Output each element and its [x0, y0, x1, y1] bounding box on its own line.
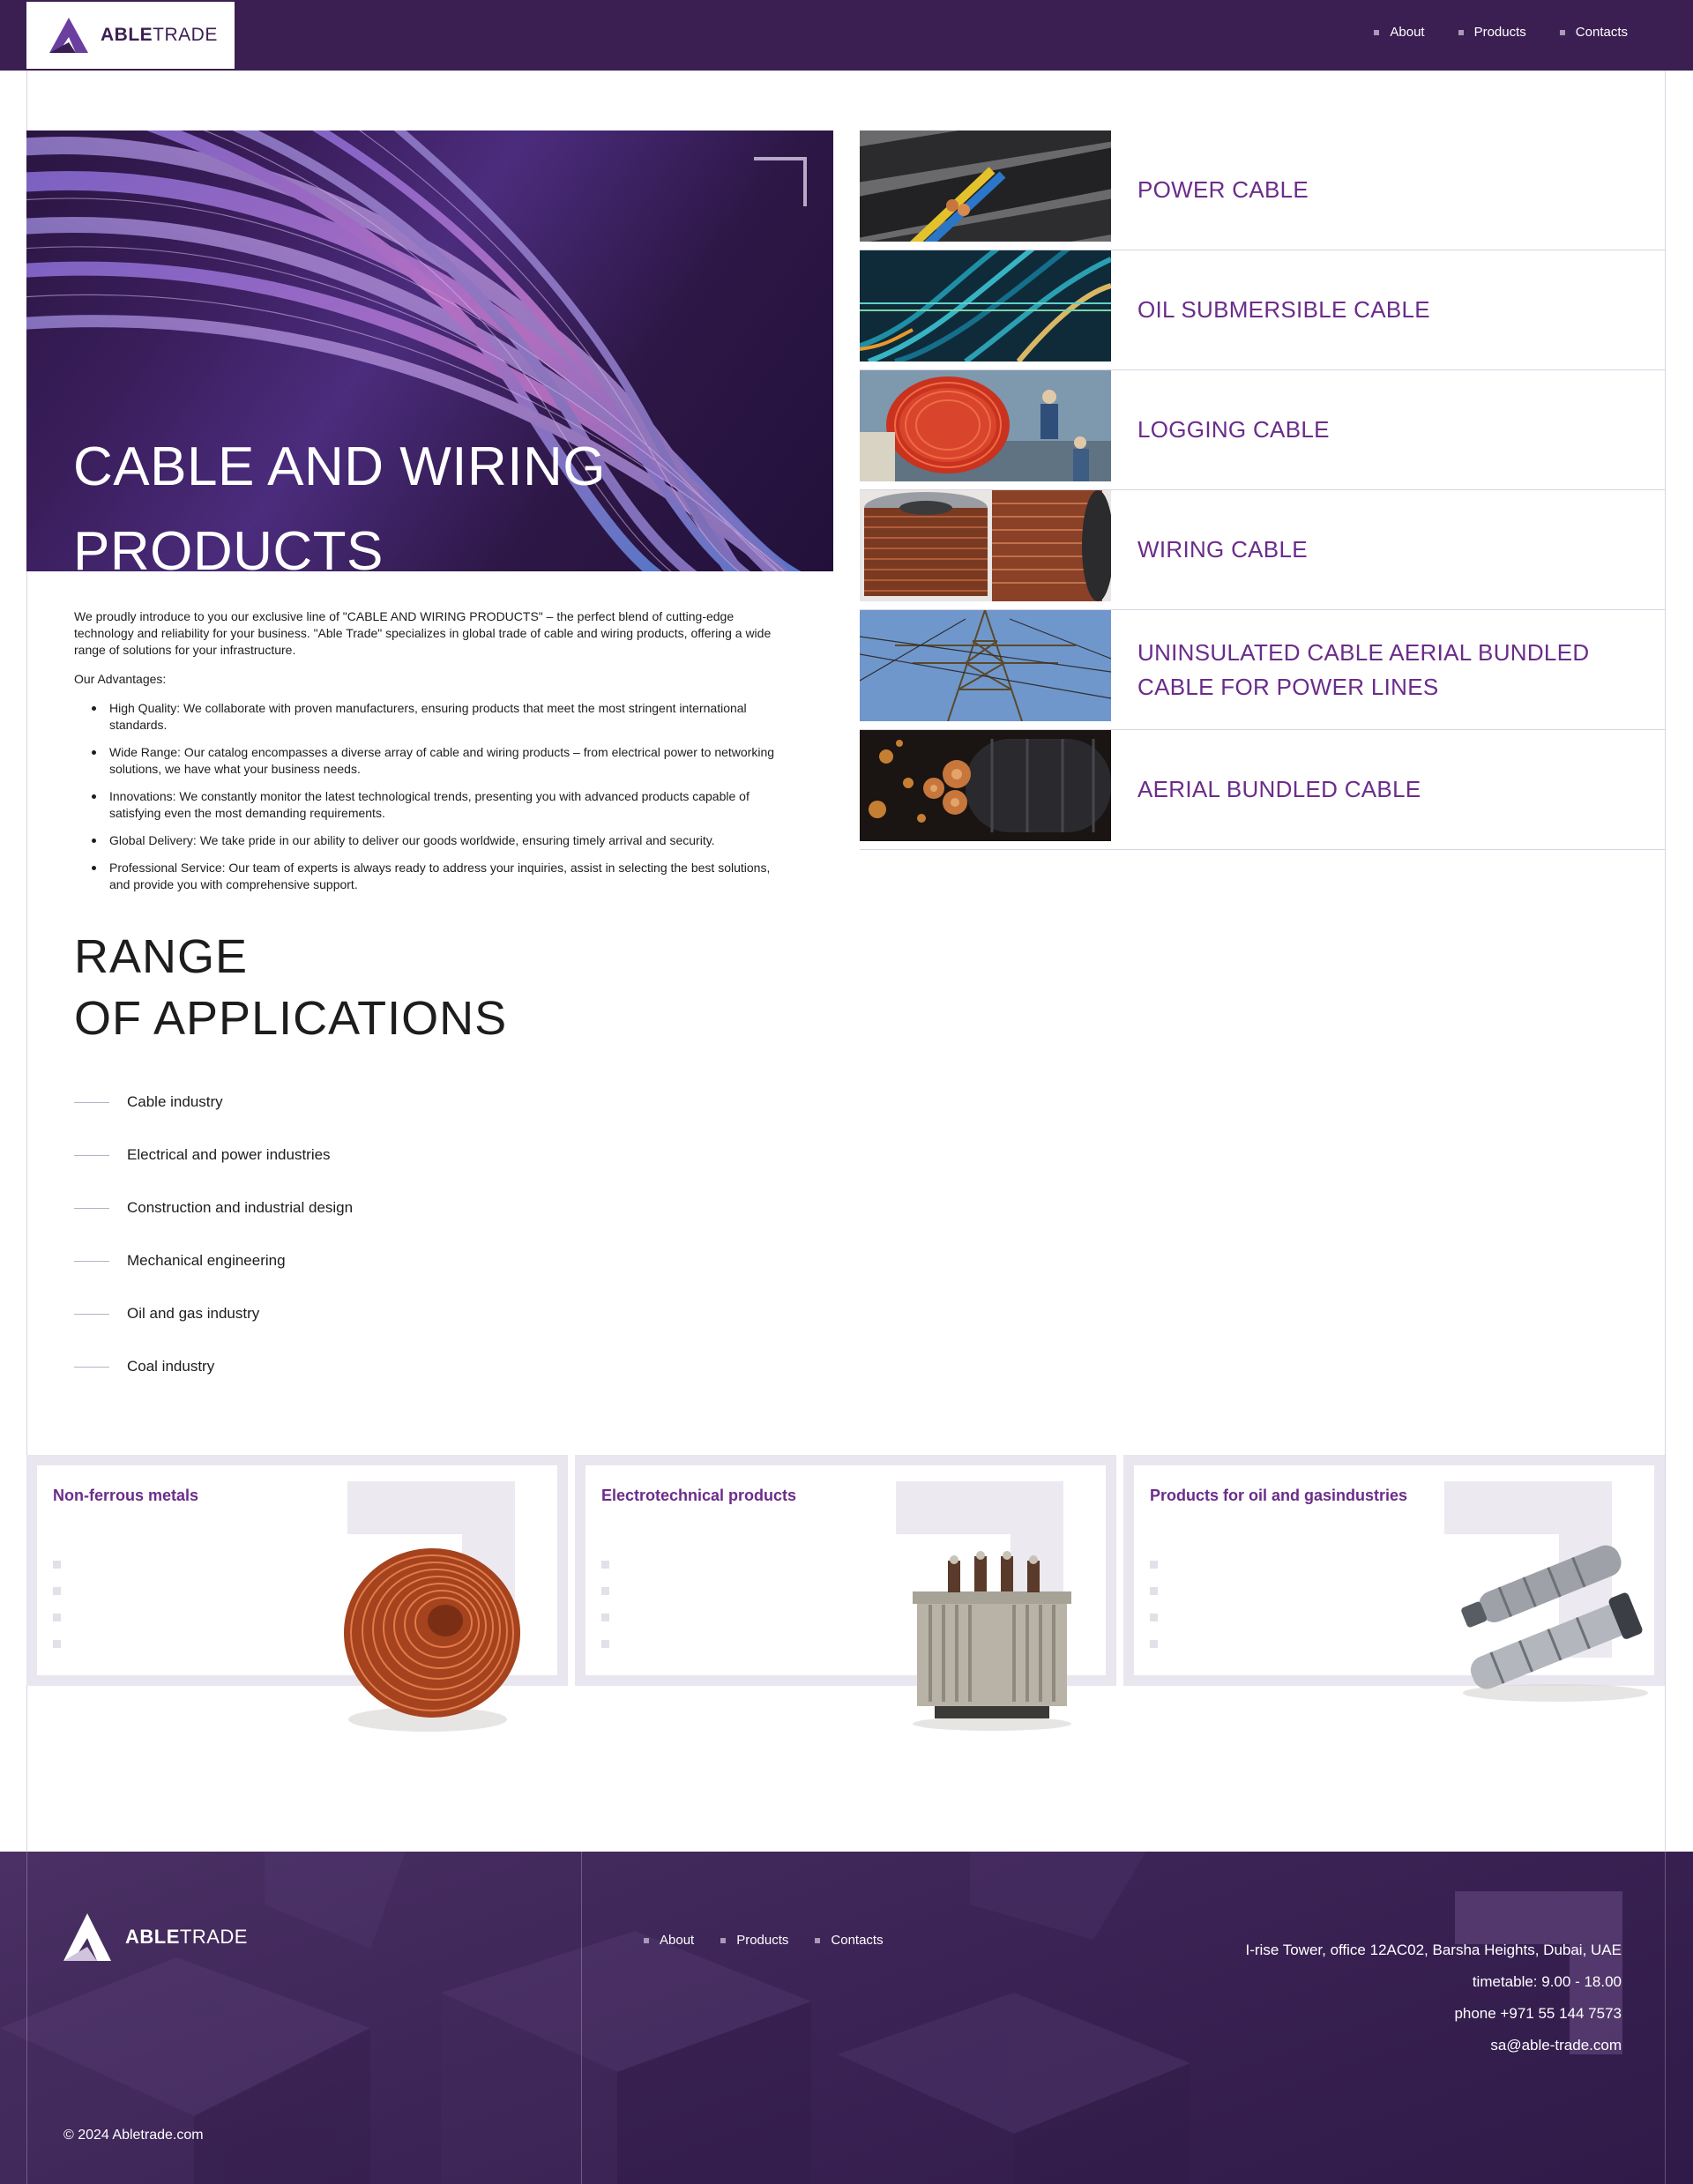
application-item	[74, 1340, 353, 1393]
dash-icon	[74, 1208, 109, 1209]
application-item	[74, 1129, 353, 1181]
product-name: WIRING CABLE	[1137, 536, 1308, 563]
wiring-cable-image	[860, 490, 1111, 601]
footer-logo-icon	[63, 1913, 111, 1961]
advantages-label: Our Advantages:	[74, 672, 167, 686]
footer-nav-products[interactable]: Products	[720, 1933, 788, 1948]
card-bullets	[601, 1561, 609, 1666]
footer-logo[interactable]	[63, 1913, 248, 1961]
footer-address: I-rise Tower, office 12AC02, Barsha Heights, Dubai, UAE	[1245, 1942, 1622, 1958]
logo[interactable]	[26, 2, 235, 69]
range-title	[74, 926, 507, 1049]
application-label: Electrical and power industries	[127, 1146, 331, 1163]
product-item-wiring-cable[interactable]	[860, 490, 1665, 610]
footer-copyright: © 2024 Abletrade.com	[63, 2128, 204, 2143]
dash-icon	[74, 1261, 109, 1262]
footer-contacts	[1246, 1934, 1622, 2061]
footer-email[interactable]: sa@able-trade.com	[1490, 2037, 1622, 2054]
intro-section	[74, 608, 788, 904]
footer-logo-text: ABLETRADE	[125, 1926, 248, 1948]
application-item	[74, 1234, 353, 1287]
application-item	[74, 1181, 353, 1234]
footer-nav	[644, 1933, 884, 1948]
logo-icon	[49, 18, 88, 53]
footer-phone[interactable]: phone +971 55 144 7573	[1454, 2005, 1622, 2022]
logging-cable-image	[860, 370, 1111, 481]
application-label: Mechanical engineering	[127, 1252, 286, 1269]
footer-frame-line	[1665, 1852, 1666, 2184]
dash-icon	[74, 1102, 109, 1103]
application-item	[74, 1287, 353, 1340]
advantage-item: High Quality: We collaborate with proven manufacturers, ensuring products that meet the most stringent international standards.	[109, 700, 788, 734]
nav-about[interactable]: About	[1374, 25, 1424, 40]
product-list	[860, 130, 1665, 850]
power-line-tower-image	[860, 610, 1111, 721]
footer-frame-line	[26, 1852, 27, 2184]
footer-timetable: timetable: 9.00 - 18.00	[1472, 1973, 1622, 1990]
application-label: Construction and industrial design	[127, 1199, 354, 1216]
advantage-item: Innovations: We constantly monitor the latest technological trends, presenting you with advanced products capable of satisfying even the most demanding requirements.	[109, 788, 788, 822]
product-name: UNINSULATED CABLE AERIAL BUNDLED CABLE FOR POWER LINES	[1137, 638, 1590, 700]
footer-nav-about[interactable]: About	[644, 1933, 694, 1948]
footer-divider	[581, 1852, 582, 2184]
product-item-logging-cable[interactable]	[860, 370, 1665, 490]
aerial-bundled-cable-image	[860, 730, 1111, 841]
nav-contacts[interactable]: Contacts	[1560, 25, 1628, 40]
application-label: Oil and gas industry	[127, 1305, 260, 1322]
advantages-list	[109, 700, 788, 893]
range-title-line-2: OF APPLICATIONS	[74, 992, 508, 1045]
product-item-oil-submersible-cable[interactable]	[860, 250, 1665, 370]
frame-line-right	[1665, 71, 1666, 1852]
card-title: Non-ferrous metals	[53, 1487, 199, 1504]
application-label: Cable industry	[127, 1093, 223, 1110]
advantage-item: Global Delivery: We take pride in our ability to deliver our goods worldwide, ensuring timely arrival and security.	[109, 832, 788, 849]
oil-submersible-cable-image	[860, 250, 1111, 362]
card-title: Products for oil and gasindustries	[1150, 1487, 1408, 1504]
category-cards	[26, 1455, 1665, 1686]
card-bullets	[1150, 1561, 1158, 1666]
product-item-uninsulated-cable[interactable]	[860, 610, 1665, 730]
power-cable-image	[860, 130, 1111, 242]
site-header	[0, 0, 1693, 71]
category-card-oil-gas-products[interactable]	[1123, 1455, 1665, 1686]
nav-products[interactable]: Products	[1458, 25, 1526, 40]
product-item-power-cable[interactable]	[860, 130, 1665, 250]
hero-title: CABLE AND WIRING PRODUCTS	[73, 436, 606, 571]
product-name: LOGGING CABLE	[1137, 416, 1330, 443]
product-item-aerial-bundled-cable[interactable]	[860, 730, 1665, 850]
range-title-line-1: RANGE	[74, 930, 249, 983]
card-title: Electrotechnical products	[601, 1487, 797, 1504]
copper-wire-coil-image	[331, 1534, 533, 1737]
applications-list	[74, 1076, 353, 1393]
application-item	[74, 1076, 353, 1129]
logo-text: ABLETRADE	[101, 25, 218, 45]
category-card-electrotechnical-products[interactable]	[575, 1455, 1116, 1686]
product-name: AERIAL BUNDLED CABLE	[1137, 776, 1421, 802]
main-nav	[1374, 25, 1628, 40]
dash-icon	[74, 1155, 109, 1156]
product-name: OIL SUBMERSIBLE CABLE	[1137, 296, 1430, 323]
transformer-image	[899, 1547, 1085, 1733]
intro-paragraph: We proudly introduce to you our exclusive line of "CABLE AND WIRING PRODUCTS" – the perfect blend of cutting-edge technology and reliability for your business. "Able Trade" specializes in global trade of cable and wiring products, offering a wide range of solutions for your infrastructure.	[74, 609, 772, 657]
hero-corner-mark	[754, 157, 807, 206]
card-bullets	[53, 1561, 61, 1666]
application-label: Coal industry	[127, 1358, 215, 1375]
product-name: POWER CABLE	[1137, 176, 1309, 203]
dash-icon	[74, 1367, 109, 1368]
hero-banner	[26, 130, 833, 571]
footer-nav-contacts[interactable]: Contacts	[815, 1933, 883, 1948]
site-footer	[0, 1852, 1693, 2184]
advantage-item: Wide Range: Our catalog encompasses a diverse array of cable and wiring products – from electrical power to networking solutions, we have what your business needs.	[109, 744, 788, 778]
oil-pump-equipment-image	[1441, 1534, 1652, 1711]
category-card-non-ferrous-metals[interactable]	[26, 1455, 568, 1686]
dash-icon	[74, 1314, 109, 1315]
advantage-item: Professional Service: Our team of experts is always ready to address your inquiries, assist in selecting the best solutions, and provide you with comprehensive support.	[109, 860, 788, 893]
